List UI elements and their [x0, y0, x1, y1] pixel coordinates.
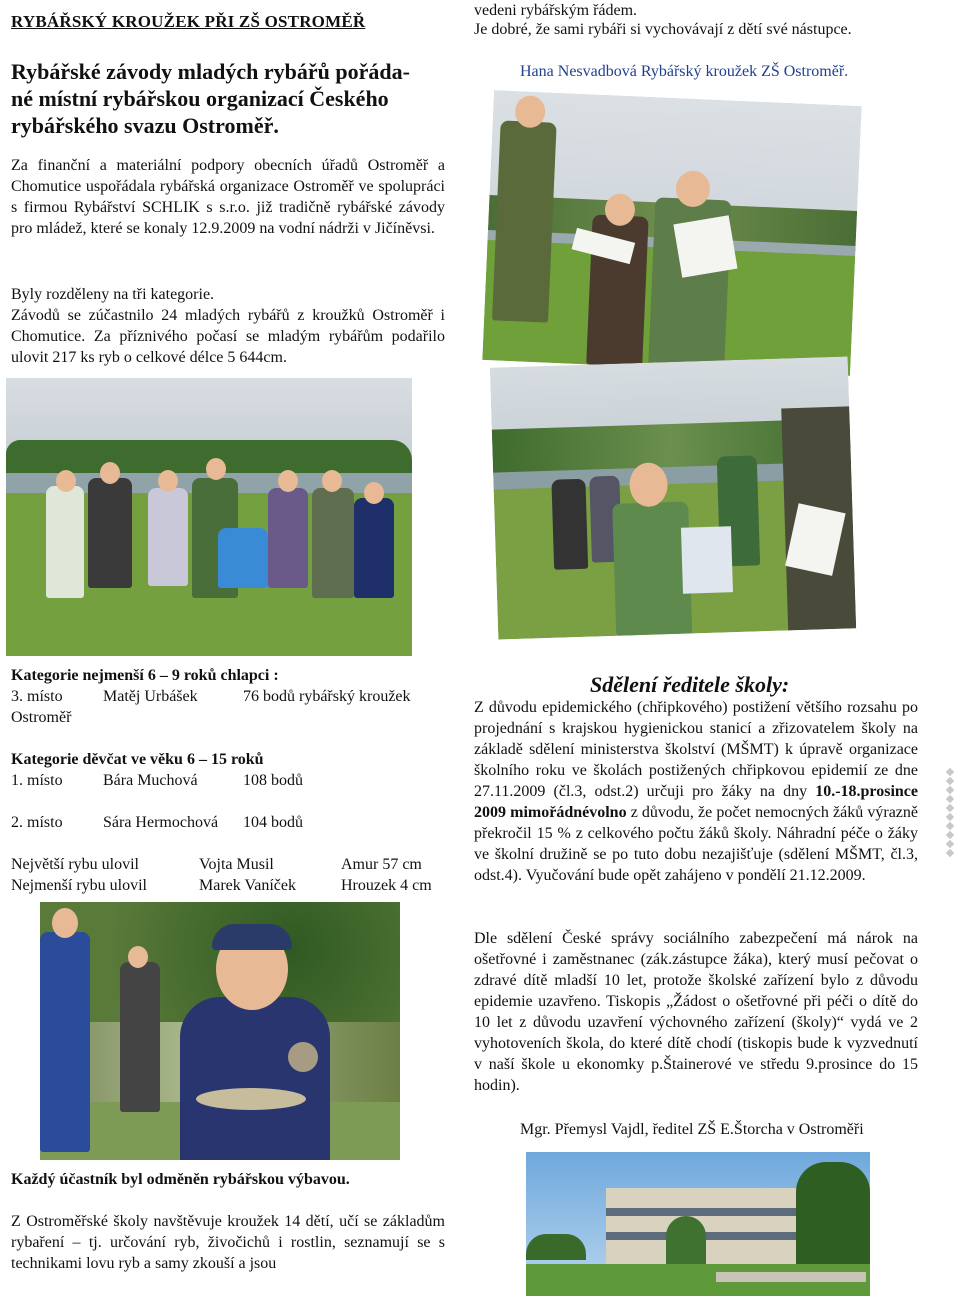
result-name: Sára Hermochová: [103, 814, 219, 831]
director-holiday-dates: 10.-18.prosince 2009 mimořádnévolno: [474, 783, 918, 821]
fish-winner: Marek Vaníček: [199, 877, 296, 894]
intro-paragraph: Za finanční a materiální podpory obecních úřadů Ostroměř a Chomutice uspořádala rybářská organizace Ostroměř ve spolupráci s firmou Rybářství SCHLIK s s.r.o. již tradičně rybářské závody pro mládež, které se konaly 12.9.2009 na vodní nádrži v Jičíněvsi.: [11, 157, 445, 237]
director-paragraph-2: Dle sdělení České správy sociálního zabezpečení má nárok na ošetřovné i zaměstnanec (zák.zástupce žáka), který musí pečovat o zdravé dítě mladší 10 let, protože školské zařízení bylo z důvodu epidemie uzavřeno. Tiskopis „Žádost o ošetřovné při péči o dítě do 10 let z důvodu uzavření výchovného zařízení (školy)“ vydá ve 2 vyhotoveních škola, do které dítě chodí (tiskopis bude k vyzvednutí v naší škole u ekonomky p.Štainerové ve středu 9.prosince do 15 hodin).: [474, 930, 918, 1094]
fish-species: Amur 57 cm: [341, 856, 422, 873]
reward-caption: Každý účastník byl odměněn rybářskou výbavou.: [11, 1171, 350, 1188]
girls-result-row: [11, 770, 303, 791]
director-text: Z důvodu epidemického (chřipkového) postižení většího rozsahu po projednání s krajskou hygienickou stanicí a zřizovatelem školy na základě sdělení ministerstva školství (MŠMT) k úpravě organizace školního roku ve školách postižených chřipkovou epidemií ze dne 27.11.2009 (čl.3, odst.2) určuji pro žáky na dny: [474, 699, 918, 800]
continued-line-1: vedeni rybářským řádem.: [474, 2, 638, 19]
result-place: 1. místo: [11, 772, 63, 789]
fish-species: Hrouzek 4 cm: [341, 877, 432, 894]
kids-with-certificates-photo: [482, 90, 861, 376]
result-name: Bára Muchová: [103, 772, 198, 789]
fish-result-row: [11, 854, 422, 875]
school-building-photo: [526, 1152, 870, 1296]
girl-with-diploma-photo: [490, 356, 856, 639]
article-title: Rybářské závody mladých rybářů pořáda-né místní rybářskou organizací Českého rybářského svazu Ostroměř.: [11, 59, 410, 138]
director-heading: Sdělení ředitele školy:: [590, 672, 790, 697]
result-points: 104 bodů: [243, 814, 303, 831]
result-place: 3. místo: [11, 688, 63, 705]
fish-label: Nejmenší rybu ulovil: [11, 877, 147, 894]
director-paragraph-1: [474, 697, 918, 886]
decorative-dots: [944, 766, 960, 859]
boy-with-fish-photo: [40, 902, 400, 1160]
result-place: 2. místo: [11, 814, 63, 831]
boys-result-row: [11, 686, 445, 728]
girls-result-row: [11, 812, 303, 833]
result-name: Matěj Urbášek: [103, 688, 198, 705]
director-text: z důvodu, že počet nemocných žáků výrazně překročil 15 % z celkového počtu žáků školy. Náhradní péče o žáky ve školní družině se po tuto dobu nezajišťuje (sdělení MŠMT, čl.3, odst.4). Vyučování bude opět zahájeno v pondělí 21.12.2009.: [474, 804, 918, 884]
participants-text: Závodů se zúčastnilo 24 mladých rybářů z kroužků Ostroměř i Chomutice. Za příznivého počasí se mladým rybářům podařilo ulovit 217 ks ryb o celkové délce 5 644cm.: [11, 307, 445, 366]
club-info-paragraph: Z Ostroměřské školy navštěvuje kroužek 14 dětí, učí se základům rybaření – tj. určování ryb, živočichů i rostlin, seznamují se s technikami lovu ryb a samy zkouší a jsou: [11, 1213, 445, 1272]
fish-result-row: [11, 875, 432, 896]
club-heading: RYBÁŘSKÝ KROUŽEK PŘI ZŠ OSTROMĚŘ: [11, 12, 366, 31]
fish-label: Největší rybu ulovil: [11, 856, 139, 873]
article-signature: Hana Nesvadbová Rybářský kroužek ZŠ Ostroměř.: [520, 63, 849, 80]
fish-winner: Vojta Musil: [199, 856, 274, 873]
result-points: 76 bodů rybářský kroužek Ostroměř: [11, 688, 411, 726]
boys-category-heading: Kategorie nejmenší 6 – 9 roků chlapci :: [11, 667, 279, 684]
group-photo: [6, 378, 412, 656]
continued-line-2: Je dobré, že sami rybáři si vychovávají z dětí své nástupce.: [474, 21, 852, 38]
girls-category-heading: Kategorie děvčat ve věku 6 – 15 roků: [11, 751, 264, 768]
director-signature: Mgr. Přemysl Vajdl, ředitel ZŠ E.Štorcha v Ostroměři: [520, 1121, 864, 1138]
categories-text: Byly rozděleny na tři kategorie.: [11, 286, 215, 303]
result-points: 108 bodů: [243, 772, 303, 789]
